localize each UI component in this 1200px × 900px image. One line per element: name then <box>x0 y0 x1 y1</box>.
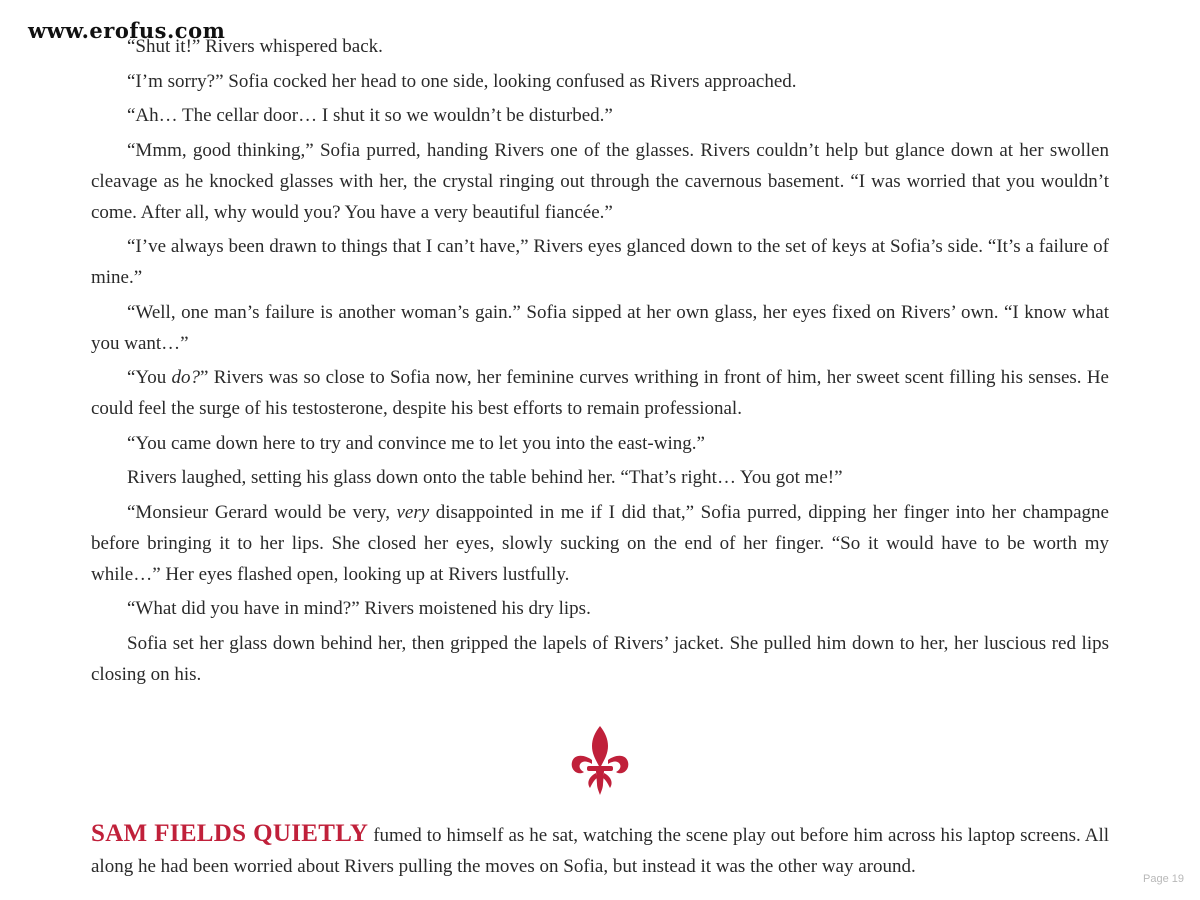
paragraph-2: “I’m sorry?” Sofia cocked her head to one side, looking confused as Rivers approached. <box>127 70 797 92</box>
paragraph-10-rest: disappointed in me if I did that,” Sofia purred, dipping her finger into her champagne before bringing it to her lips. She closed her eyes, slowly sucking on the end of her finger. “So it would have to be worth my while…” Her eyes flashed open, looking up at Rivers lustfully. <box>91 501 1109 585</box>
fleur-de-lis-icon <box>570 724 630 796</box>
paragraph-11: “What did you have in mind?” Rivers moistened his dry lips. <box>127 598 591 619</box>
paragraph-4: “Mmm, good thinking,” Sofia purred, handing Rivers one of the glasses. Rivers couldn’t help but glance down at her swollen cleavage as he knocked glasses with her, the crystal ringing out through the cavernous basement. “I was worried that you wouldn’t come. After all, why would you? You have a very beautiful fiancée.” <box>91 139 1109 223</box>
page-body <box>91 31 1109 882</box>
section-lead-rest: fumed to himself as he sat, watching the scene play out before him across his laptop screens. All along he had been worried about Rivers pulling the moves on Sofia, but instead it was the other way around. <box>91 824 1109 877</box>
paragraph-3: “Ah… The cellar door… I shut it so we wouldn’t be disturbed.” <box>127 105 613 126</box>
paragraph-5: “I’ve always been drawn to things that I can’t have,” Rivers eyes glanced down to the set of keys at Sofia’s side. “It’s a failure of mine.” <box>91 236 1109 288</box>
paragraph-10-emphasis: very <box>396 501 430 523</box>
page-number: Page 19 <box>1143 873 1184 885</box>
paragraph-7-open: “You <box>127 367 172 388</box>
paragraph-9: Rivers laughed, setting his glass down onto the table behind her. “That’s right… You got me!” <box>127 467 843 488</box>
section-lead-paragraph <box>91 818 1109 882</box>
paragraph-1: “Shut it!” Rivers whispered back. <box>127 36 383 57</box>
paragraph-10 <box>91 497 1109 590</box>
paragraph-7-emphasis: do? <box>171 367 201 388</box>
section-lead-caps: SAM FIELDS QUIETLY <box>91 819 369 847</box>
paragraph-7-rest: ” Rivers was so close to Sofia now, her feminine curves writhing in front of him, her sweet scent filling his senses. He could feel the surge of his testosterone, despite his best efforts to remain professional. <box>91 367 1109 419</box>
paragraph-12: Sofia set her glass down behind her, then gripped the lapels of Rivers’ jacket. She pulled him down to her, her luscious red lips closing on his. <box>91 632 1109 685</box>
paragraph-6: “Well, one man’s failure is another woman’s gain.” Sofia sipped at her own glass, her eyes fixed on Rivers’ own. “I know what you want…” <box>91 301 1109 354</box>
paragraph-10-open: “Monsieur Gerard would be very, <box>127 501 397 523</box>
watermark-text: www.erofus.com <box>28 18 226 43</box>
paragraph-7 <box>91 362 1109 424</box>
paragraph-8: “You came down here to try and convince me to let you into the east-wing.” <box>127 432 705 454</box>
